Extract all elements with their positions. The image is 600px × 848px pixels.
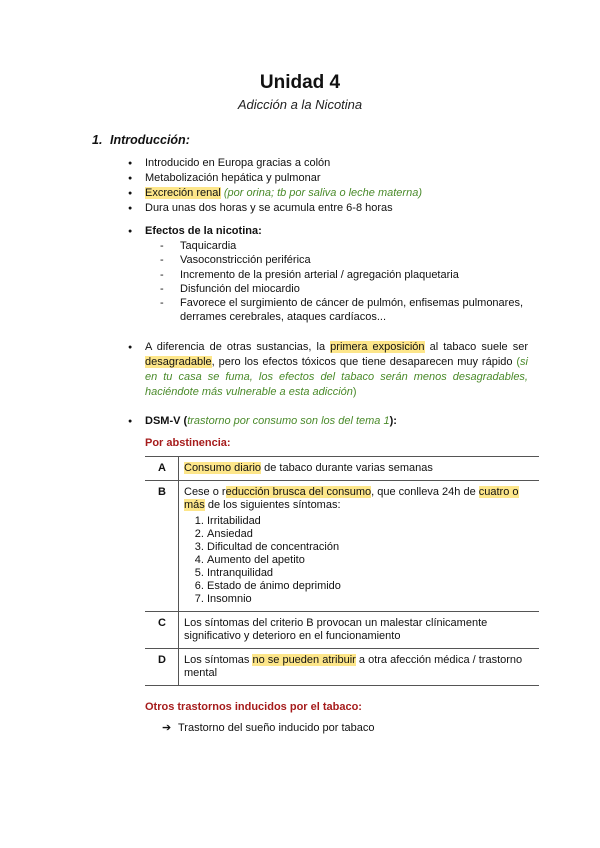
note-text: (si en tu casa se fuma, los efectos del tabaco serán menos desagradables, haciéndote más vulnerable a esta adicción) — [145, 356, 528, 398]
list-item: - Vasoconstricción periférica — [160, 253, 540, 267]
list-item: - Disfunción del miocardio — [160, 282, 540, 296]
effects-title: ● Efectos de la nicotina: — [128, 224, 262, 239]
arrow-right-icon: ➔ — [162, 722, 172, 734]
list-item: - Taquicardia — [160, 239, 540, 253]
list-item: 7. Insomnio — [207, 593, 535, 606]
highlight: educción brusca del consumo — [225, 486, 372, 498]
table-row — [145, 457, 539, 481]
other-disorders-title: Otros trastornos inducidos por el tabaco: — [145, 701, 362, 713]
section-heading — [92, 133, 190, 147]
list-item: 4. Aumento del apetito — [207, 554, 535, 567]
dsm-heading: ● DSM-V (trastorno por consumo son los del tema 1): — [128, 414, 397, 429]
list-item: 6. Estado de ánimo deprimido — [207, 580, 535, 593]
highlight: desagradable — [145, 356, 212, 368]
list-item: 3. Dificultad de concentración — [207, 541, 535, 554]
page-subtitle: Adicción a la Nicotina — [237, 97, 363, 112]
section-title: Introducción: — [110, 133, 190, 147]
list-item: ● Metabolización hepática y pulmonar — [128, 171, 422, 186]
page-title: Unidad 4 — [259, 72, 341, 93]
dsm-bullet — [128, 414, 397, 429]
abstinence-title: Por abstinencia: — [145, 437, 231, 449]
list-item — [128, 186, 422, 201]
highlight: Excreción renal — [145, 187, 221, 199]
exposure-bullet — [128, 340, 528, 400]
list-item: - Incremento de la presión arterial / agregación plaquetaria — [160, 268, 540, 282]
effects-list — [160, 239, 540, 325]
criterion-text: Cese o reducción brusca del consumo, que conlleva 24h de cuatro o más de los siguientes síntomas: 1. Irritabilidad 2. Ansiedad 3. Dificultad de concentración 4. Aumento del apetito 5. Intranquilidad 6. Estado de ánimo deprimido 7. Insomnio — [179, 481, 540, 612]
highlight: cuatro o más — [184, 486, 519, 511]
intro-bullet-list — [128, 156, 422, 216]
criterion-text: Los síntomas no se pueden atribuir a otra afección médica / trastorno mental — [179, 649, 540, 686]
table-row — [145, 649, 539, 686]
list-item: Trastorno del sueño inducido por tabaco — [178, 722, 375, 734]
list-item: 1. Irritabilidad — [207, 515, 535, 528]
criterion-key: C — [145, 612, 179, 649]
highlight: primera exposición — [330, 341, 425, 353]
list-item: ● Introducido en Europa gracias a colón — [128, 156, 422, 171]
note-text: (por orina; tb por saliva o leche materna) — [223, 187, 422, 199]
highlight: Consumo diario — [184, 462, 262, 474]
criterion-text: Los síntomas del criterio B provocan un malestar clínicamente significativo y deterioro en el funcionamiento — [179, 612, 540, 649]
list-item: - Favorece el surgimiento de cáncer de pulmón, enfisemas pulmonares, derrames cerebrales, ataques cardíacos... — [160, 296, 540, 325]
criteria-table — [145, 456, 539, 686]
list-item: 2. Ansiedad — [207, 528, 535, 541]
other-disorders-list — [162, 721, 375, 734]
criterion-text: Consumo diario de tabaco durante varias semanas — [179, 457, 540, 481]
symptom-list — [184, 515, 535, 606]
criterion-key: B — [145, 481, 179, 612]
section-number: 1. — [92, 133, 103, 147]
exposure-paragraph: ● A diferencia de otras sustancias, la primera exposición al tabaco suele ser desagradable, pero los efectos tóxicos que tiene desaparecen muy rápido (si en tu casa se fuma, los efectos del tabaco serán menos desagradables, haciéndote más vulnerable a esta adicción) — [128, 340, 528, 400]
table-row — [145, 481, 539, 612]
effects-bullet — [128, 224, 262, 239]
criterion-key: D — [145, 649, 179, 686]
highlight: no se pueden atribuir — [252, 654, 356, 666]
table-row — [145, 612, 539, 649]
note-text: trastorno por consumo son los del tema 1 — [187, 415, 390, 427]
list-item: 5. Intranquilidad — [207, 567, 535, 580]
criterion-key: A — [145, 457, 179, 481]
list-item: ● Dura unas dos horas y se acumula entre 6-8 horas — [128, 201, 422, 216]
